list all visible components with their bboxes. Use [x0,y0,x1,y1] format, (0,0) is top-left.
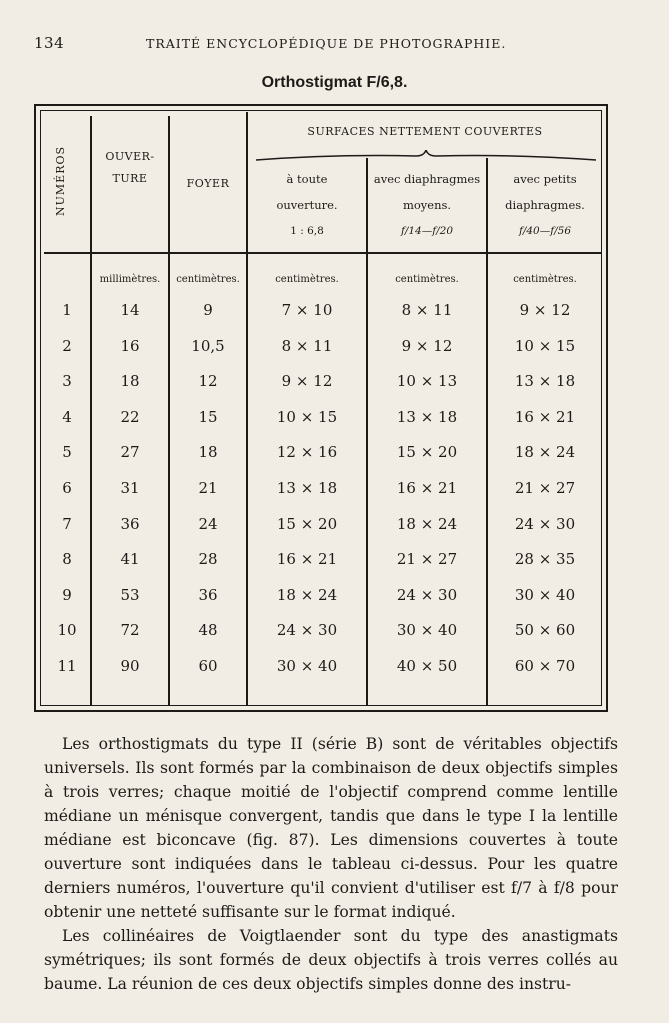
table-cell-foyer: 9 [203,301,213,319]
table-cell-petits: 18 × 24 [514,443,576,462]
table-cell-toute: 12 × 16 [276,443,338,462]
table-cell-moyens: 21 × 27 [396,550,458,569]
table-cell-ouv: 72 [120,621,140,640]
page-number: 134 [34,34,65,52]
table-cell-toute: 9 × 12 [281,372,333,391]
table-cell-foyer: 60 [198,657,218,675]
table-cell-toute: 16 × 21 [276,550,338,569]
table-cell-petits: 13 × 18 [514,372,576,391]
table-cell-n: 4 [62,407,72,426]
table-cell-foyer: 10,5 [191,336,225,355]
unit-label: millimètres. [99,274,161,285]
sub-header-toute [248,166,366,244]
table-cell-ouv: 31 [120,479,140,497]
col-header-numeros: NUMÉROS [54,145,67,217]
table-cell-n: 2 [62,336,72,355]
sub-header-line: avec petits [513,172,577,186]
table-cell-toute: 15 × 20 [276,514,338,533]
table-cell-petits: 24 × 30 [514,514,576,533]
table-cell-petits: 60 × 70 [514,657,576,675]
table-cell-foyer: 15 [198,407,218,426]
unit-label: centimètres. [176,274,240,285]
table-cell-moyens: 9 × 12 [401,336,453,355]
table-cell-ouv: 27 [120,443,140,462]
running-head: TRAITÉ ENCYCLOPÉDIQUE DE PHOTOGRAPHIE. [146,36,507,51]
table-cell-petits: 10 × 15 [514,336,576,355]
table-cell-moyens: 16 × 21 [396,479,458,497]
table-cell-moyens: 10 × 13 [396,372,458,391]
table-cell-petits: 50 × 60 [514,621,576,640]
table-cell-petits: 28 × 35 [514,550,576,569]
sub-header-moyens [368,166,486,244]
group-brace [256,150,596,162]
data-table [34,104,608,712]
table-cell-n: 10 [57,621,77,640]
col-header-ouverture: OUVER- TURE [105,150,155,185]
table-cell-foyer: 36 [198,585,218,604]
table-cell-toute: 7 × 10 [281,301,333,319]
table-cell-ouv: 90 [120,657,140,675]
table-cell-ouv: 53 [120,585,140,604]
sub-header-line: à toute [286,172,328,186]
table-cell-n: 11 [57,657,77,675]
table-cell-toute: 18 × 24 [276,585,338,604]
table-cell-n: 8 [62,550,72,569]
sub-header-line: f/40—f/56 [518,225,572,237]
unit-label: centimètres. [513,274,577,285]
table-cell-petits: 9 × 12 [519,301,571,319]
paragraph: Les collinéaires de Voigtlaender sont du type des anastigmats symétriques; ils sont formés de deux objectifs à trois verres collés au baume. La réunion de ces deux objectifs simples donne des instru- [44,927,618,993]
sub-header-petits [488,166,602,244]
sub-header-line: f/14—f/20 [400,225,454,237]
sub-header-line: ouverture. [276,198,338,212]
sub-header-line: 1 : 6,8 [290,225,324,237]
table-cell-toute: 13 × 18 [276,479,338,497]
table-cell-petits: 30 × 40 [514,585,576,604]
table-cell-toute: 8 × 11 [281,336,333,355]
table-cell-foyer: 12 [198,372,218,391]
table-cell-n: 3 [62,372,72,391]
sub-header-line: avec diaphragmes [373,172,481,186]
table-cell-n: 5 [62,443,72,462]
table-cell-toute: 24 × 30 [276,621,338,640]
group-header-surfaces: SURFACES NETTEMENT COUVERTES [307,125,543,138]
table-cell-moyens: 18 × 24 [396,514,458,533]
table-cell-n: 1 [62,301,72,319]
table-cell-ouv: 41 [120,550,140,569]
table-cell-moyens: 40 × 50 [396,657,458,675]
table-cell-petits: 16 × 21 [514,407,576,426]
table-cell-toute: 30 × 40 [276,657,338,675]
table-cell-moyens: 8 × 11 [401,301,453,319]
table-cell-n: 7 [62,514,72,533]
sub-header-line: moyens. [402,198,452,212]
table-cell-moyens: 24 × 30 [396,585,458,604]
table-cell-foyer: 18 [198,443,218,462]
table-cell-moyens: 15 × 20 [396,443,458,462]
table-cell-n: 9 [62,585,72,604]
table-cell-ouv: 22 [120,407,140,426]
table-title: Orthostigmat F/6,8. [261,74,408,91]
page-header [34,34,634,56]
table-cell-ouv: 16 [120,336,140,355]
col-header-foyer: FOYER [186,177,230,190]
unit-label: centimètres. [395,274,459,285]
table-cell-moyens: 13 × 18 [396,407,458,426]
sub-header-line: diaphragmes. [505,198,585,212]
table-cell-foyer: 21 [198,479,218,497]
table-cell-toute: 10 × 15 [276,407,338,426]
body-text [44,732,618,996]
table-cell-foyer: 24 [198,514,218,533]
header-rule [44,252,602,254]
table-cell-foyer: 48 [198,621,218,640]
table-cell-n: 6 [62,479,72,497]
table-cell-petits: 21 × 27 [514,479,576,497]
table-cell-moyens: 30 × 40 [396,621,458,640]
table-cell-ouv: 36 [120,514,140,533]
table-cell-ouv: 18 [120,372,140,391]
table-cell-ouv: 14 [120,301,140,319]
table-cell-foyer: 28 [198,550,218,569]
unit-label: centimètres. [275,274,339,285]
paragraph: Les orthostigmats du type II (série B) sont de véritables objectifs universels. Ils sont formés par la combinaison de deux objectifs simples à trois verres; chaque moitié de l'objectif comprend comme lentille médiane un ménisque convergent, tandis que dans le type I la lentille médiane est biconcave (fig. 87). Les dimensions couvertes à toute ouverture sont indiquées dans le tableau ci-dessus. Pour les quatre derniers numéros, l'ouverture qu'il convient d'utiliser est f/7 à f/8 pour obtenir une netteté suffisante sur le format indiqué. [44,735,618,921]
